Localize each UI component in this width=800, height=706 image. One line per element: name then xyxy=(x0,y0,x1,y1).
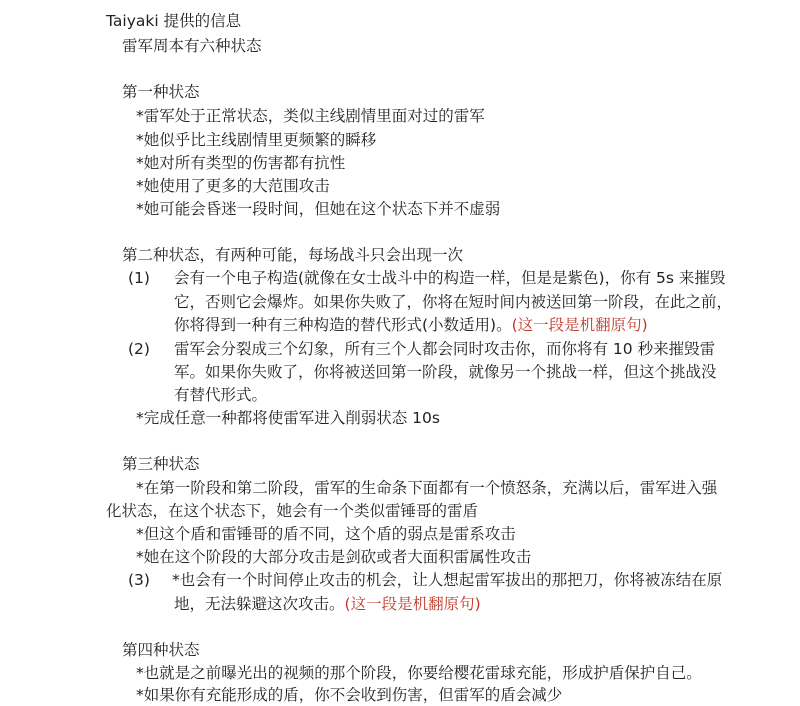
state1-bullet: *她使用了更多的大范围攻击 xyxy=(136,177,330,195)
state2-title: 第二种状态，有两种可能，每场战斗只会出现一次 xyxy=(122,246,464,264)
state3-paragraph-line: *在第一阶段和第二阶段，雷军的生命条下面都有一个愤怒条，充满以后，雷军进入强 xyxy=(136,479,718,497)
source-line: Taiyaki 提供的信息 xyxy=(106,12,242,30)
state2-item2-line: 有替代形式。 xyxy=(174,386,268,404)
state2-item1-last-line xyxy=(174,314,648,336)
state3-bullet: *但这个盾和雷锤哥的盾不同，这个盾的弱点是雷系攻击 xyxy=(136,525,516,543)
state1-title: 第一种状态 xyxy=(122,83,200,101)
state1-bullet: *她对所有类型的伤害都有抗性 xyxy=(136,154,346,172)
state2-item2-line: 军。如果你失败了，你将被送回第一阶段，就像另一个挑战一样，但这个挑战没 xyxy=(174,363,717,381)
state4-bullet: *也就是之前曝光出的视频的那个阶段，你要给樱花雷球充能，形成护盾保护自己。 xyxy=(136,664,702,682)
state1-bullet: *雷军处于正常状态，类似主线剧情里面对过的雷军 xyxy=(136,107,485,125)
state3-item3-number: (3) xyxy=(128,571,150,589)
state3-item3-line: *也会有一个时间停止攻击的机会，让人想起雷军拔出的那把刀，你将被冻结在原 xyxy=(172,571,723,589)
state2-item1-line: 会有一个电子构造(就像在女士战斗中的构造一样，但是是紫色)，你有 5s 来摧毁 xyxy=(174,269,726,287)
state2-item1-number: (1) xyxy=(128,269,150,287)
intro-line: 雷军周本有六种状态 xyxy=(122,37,262,55)
state2-item1-line: 它，否则它会爆炸。如果你失败了，你将在短时间内被送回第一阶段，在此之前， xyxy=(174,293,733,311)
state2-item2-number: (2) xyxy=(128,340,150,358)
state1-bullet: *她似乎比主线剧情里更频繁的瞬移 xyxy=(136,131,377,149)
machine-translation-note: (这一段是机翻原句) xyxy=(511,316,648,334)
state3-title: 第三种状态 xyxy=(122,455,200,473)
machine-translation-note: (这一段是机翻原句) xyxy=(344,595,481,613)
state3-item3-last-line xyxy=(174,593,481,615)
state2-footer: *完成任意一种都将使雷军进入削弱状态 10s xyxy=(136,409,440,427)
state3-paragraph-line: 化状态，在这个状态下，她会有一个类似雷锤哥的雷盾 xyxy=(106,502,479,520)
state2-item1-line-text: 你将得到一种有三种构造的替代形式(小数适用)。 xyxy=(174,316,512,334)
state4-title: 第四种状态 xyxy=(122,641,200,659)
state3-bullet: *她在这个阶段的大部分攻击是剑砍或者大面积雷属性攻击 xyxy=(136,548,532,566)
state1-bullet: *她可能会昏迷一段时间，但她在这个状态下并不虚弱 xyxy=(136,200,501,218)
state2-item2-line: 雷军会分裂成三个幻象，所有三个人都会同时攻击你，而你将有 10 秒来摧毁雷 xyxy=(174,340,716,358)
state4-bullet: *如果你有充能形成的盾，你不会收到伤害，但雷军的盾会减少 xyxy=(136,686,563,704)
state3-item3-line-text: 地，无法躲避这次攻击。 xyxy=(174,595,345,613)
